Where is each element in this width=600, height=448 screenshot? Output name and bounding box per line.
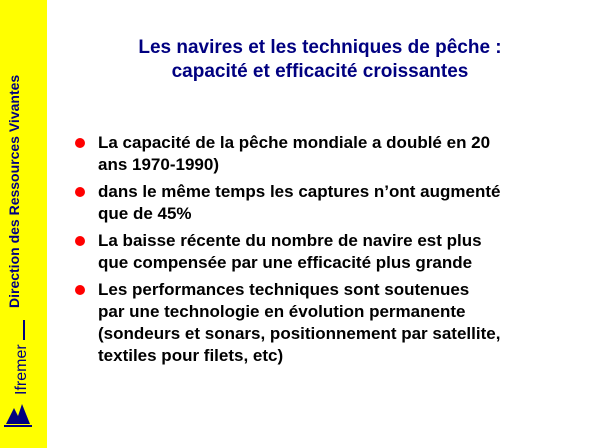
sidebar-title: Direction des Ressources Vivantes (6, 74, 22, 308)
bullet-line: que compensée par une efficacité plus grande (98, 253, 473, 272)
ifremer-logo-text: Ifremer (13, 344, 30, 395)
bullet-dot-icon (75, 138, 85, 148)
bullet-item (74, 279, 589, 367)
ifremer-logo-icon (4, 398, 32, 428)
slide-title (60, 36, 580, 84)
bullet-line: La capacité de la pêche mondiale a doublé en 20 (98, 133, 491, 152)
bullet-item (74, 132, 589, 176)
bullet-item (74, 230, 589, 274)
bullet-item (74, 181, 589, 225)
bullet-line: (sondeurs et sonars, positionnement par satellite, (98, 324, 501, 343)
bullet-line: par une technologie en évolution permanente (98, 302, 466, 321)
bullet-line: textiles pour filets, etc) (98, 346, 284, 365)
bullet-dot-icon (75, 285, 85, 295)
bullet-line: ans 1970-1990) (98, 155, 219, 174)
bullet-line: que de 45% (98, 204, 192, 223)
slide-title-line-1: Les navires et les techniques de pêche : (138, 37, 502, 58)
bullet-dot-icon (75, 236, 85, 246)
bullet-line: dans le même temps les captures n’ont augmenté (98, 182, 501, 201)
slide-title-line-2: capacité et efficacité croissantes (171, 61, 469, 82)
bullet-dot-icon (75, 187, 85, 197)
sidebar-band (0, 0, 47, 448)
bullet-list (74, 132, 589, 372)
bullet-line: La baisse récente du nombre de navire est plus (98, 231, 482, 250)
bullet-line: Les performances techniques sont soutenues (98, 280, 470, 299)
